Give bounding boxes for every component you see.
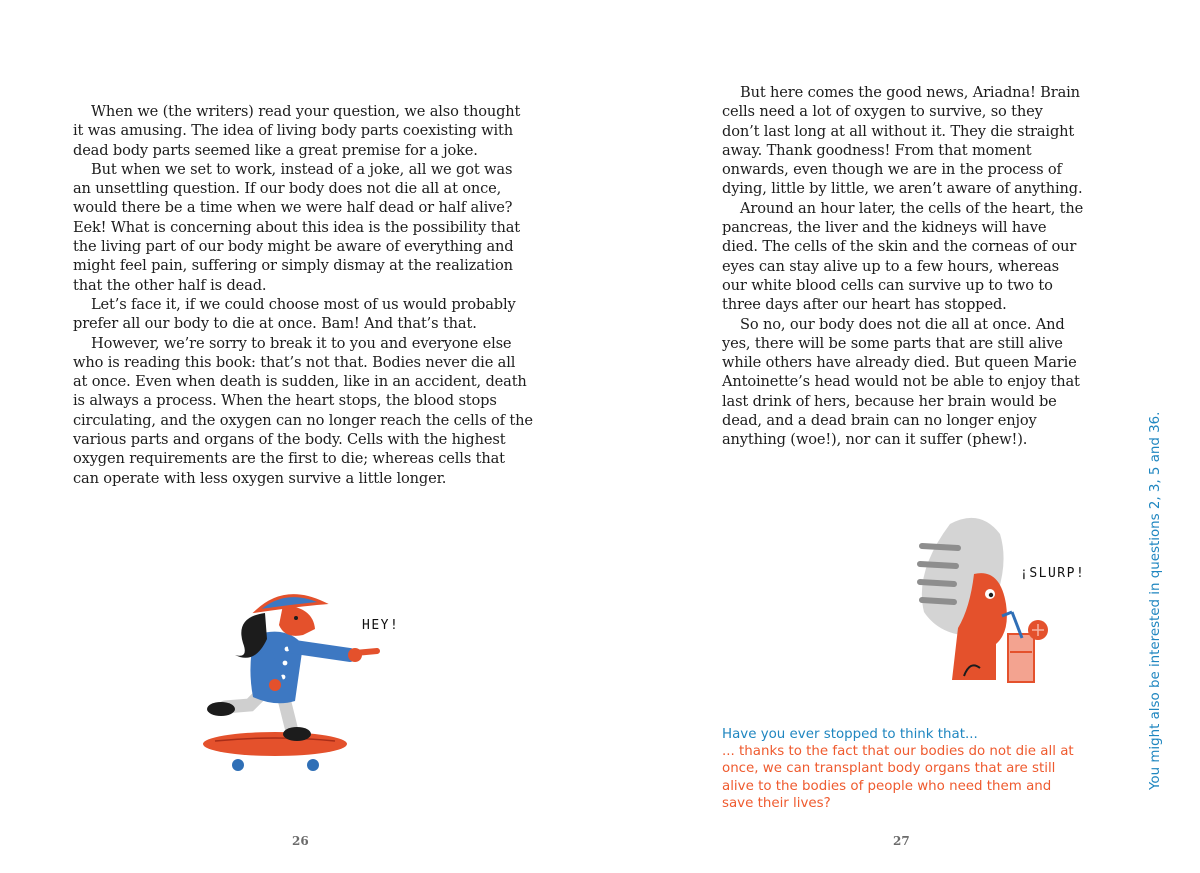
related-questions-note: You might also be interested in questions 2, 3, 5 and 36. — [1148, 411, 1163, 790]
paragraph: However, we’re sorry to break it to you and everyone else who is reading this book: that’s not that. Bodies never die all at once. Even when death is sudden, like in an accident, death is always a process. When the heart stops, the blood stops circulating, and the oxygen can no longer reach the cells of the various parts and organs of the body. Cells with the highest oxygen requirements are the first to die; whereas cells that can operate with less oxygen survive a little longer. — [73, 334, 533, 487]
right-body-text — [722, 83, 1084, 450]
hey-caption: HEY! — [362, 618, 400, 633]
marie-antoinette-illustration — [910, 512, 1070, 687]
paragraph: When we (the writers) read your question, we also thought it was amusing. The idea of living body parts coexisting with dead body parts seemed like a great premise for a joke. — [73, 103, 521, 159]
paragraph: But when we set to work, instead of a joke, all we got was an unsettling question. If our body does not die all at once, would there be a time when we were half dead or half alive? Eek! What is concerning about this idea is the possibility that the living part of our body might be aware of everything and might feel pain, suffering or simply dismay at the realization that the other half is dead. — [73, 160, 520, 294]
paragraph: Let’s face it, if we could choose most of us would probably prefer all our body to die at once. Bam! And that’s that. — [73, 295, 516, 333]
note-body: ... thanks to the fact that our bodies do not die all at once, we can transplant body organs that are still alive to the bodies of people who need them and save their lives? — [722, 744, 1074, 811]
did-you-know-note — [722, 726, 1082, 812]
paragraph: Around an hour later, the cells of the heart, the pancreas, the liver and the kidneys will have died. The cells of the skin and the corneas of our eyes can stay alive up to a few hours, whereas our white blood cells can survive up to two to three days after our heart has stopped. — [722, 199, 1084, 314]
note-title: Have you ever stopped to think that... — [722, 727, 978, 742]
slurp-caption: ¡SLURP! — [1020, 566, 1086, 581]
paragraph: But here comes the good news, Ariadna! Brain cells need a lot of oxygen to survive, so they don’t last long at all without it. They die straight away. Thank goodness! From that moment onwards, even though we are in the process of dying, little by little, we aren’t aware of anything. — [722, 84, 1083, 198]
paragraph: So no, our body does not die all at once. And yes, there will be some parts that are still alive while others have already died. But queen Marie Antoinette’s head would not be able to enjoy that last drink of hers, because her brain would be dead, and a dead brain can no longer enjoy anything (woe!), nor can it suffer (phew!). — [722, 315, 1080, 449]
page-number: 27 — [893, 834, 910, 848]
page-number: 26 — [292, 834, 309, 848]
